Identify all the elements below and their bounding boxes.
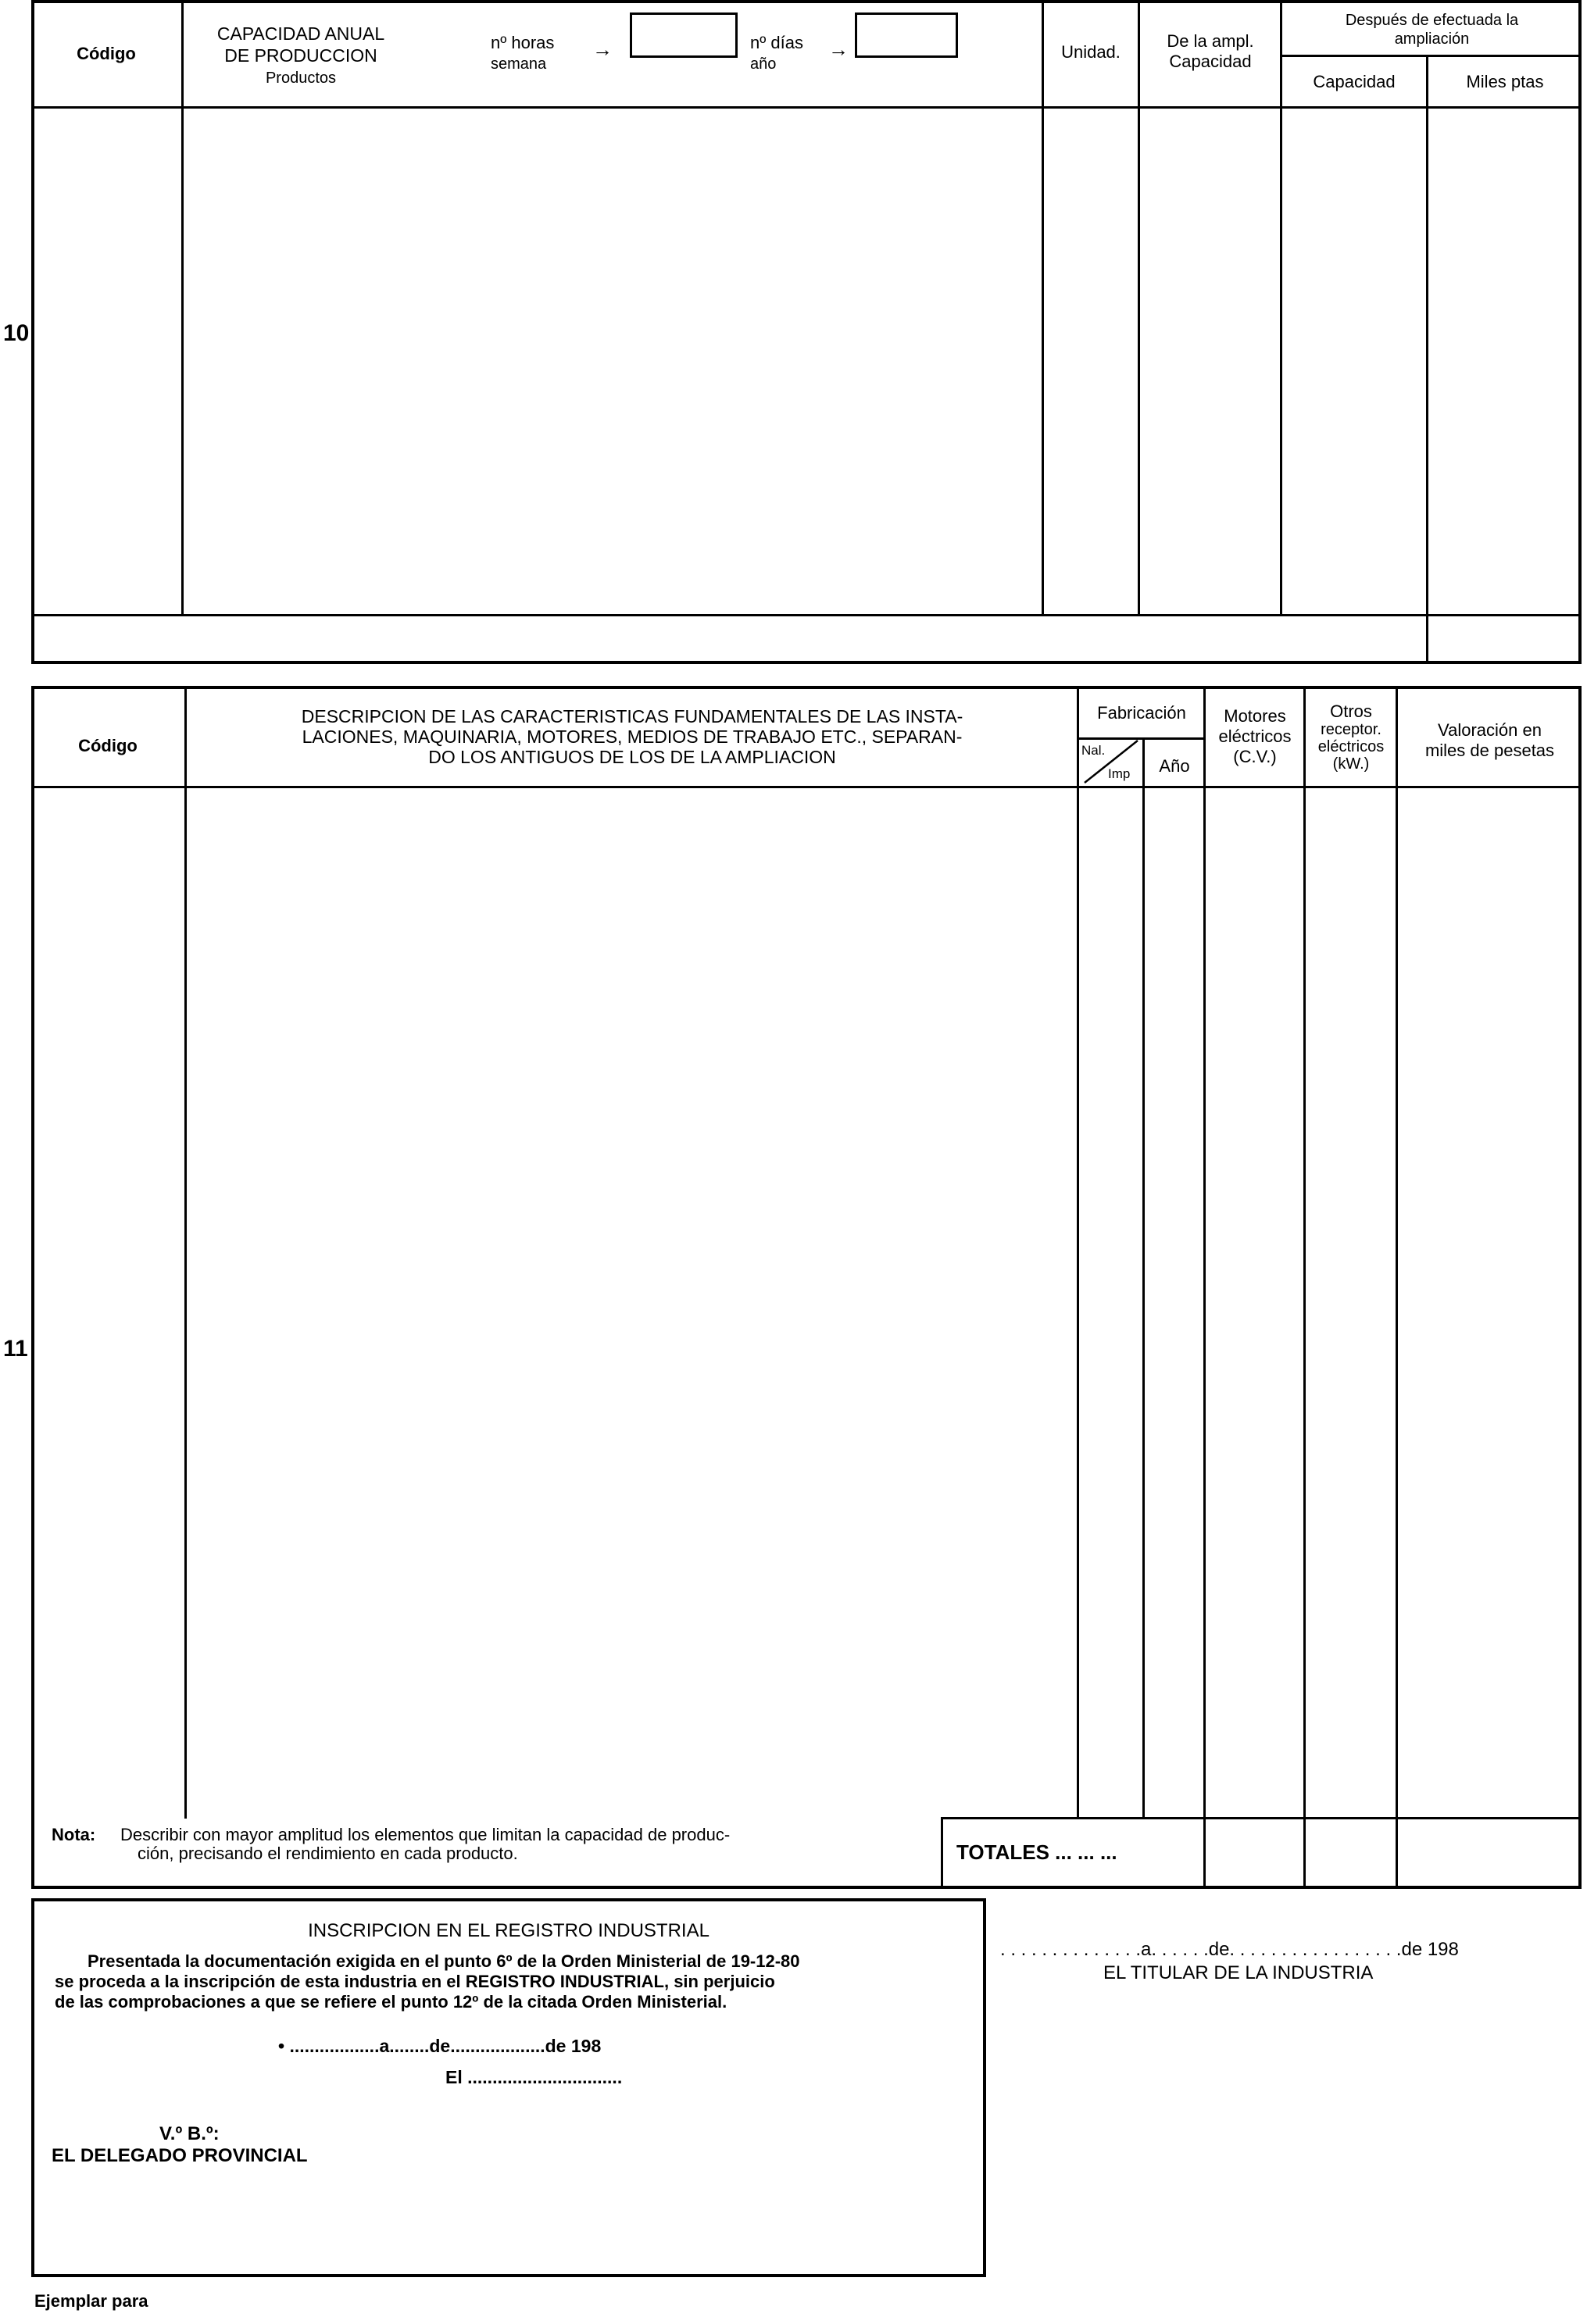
- header-capacidad-anual: CAPACIDAD ANUAL: [216, 23, 385, 44]
- divider: [31, 786, 1582, 788]
- titular-label: EL TITULAR DE LA INDUSTRIA: [1103, 1962, 1374, 1983]
- divider: [1396, 686, 1398, 1889]
- registro-date-line[interactable]: • ..................a........de...................de 198: [278, 2036, 602, 2056]
- header-descripcion-1: DESCRIPCION DE LAS CARACTERISTICAS FUNDAMENTALES DE LAS INSTA-: [301, 706, 963, 726]
- nota-line-2: ción, precisando el rendimiento en cada producto.: [138, 1844, 518, 1863]
- header-otros: Otros: [1330, 701, 1372, 721]
- arrow-icon: →: [592, 37, 613, 61]
- header-miles-pesetas: miles de pesetas: [1424, 741, 1555, 760]
- header-codigo: Código: [77, 44, 136, 63]
- arrow-icon: →: [828, 37, 849, 61]
- header-electricos-otros: eléctricos: [1317, 738, 1385, 755]
- registro-vb: V.º B.º:: [159, 2123, 220, 2144]
- registro-line-3: de las comprobaciones a que se refiere el punto 12º de la citada Orden Ministerial.: [55, 1992, 727, 2012]
- totales-label: TOTALES ... ... ...: [956, 1840, 1117, 1864]
- divider: [184, 686, 187, 1819]
- registro-el-line[interactable]: El ...............................: [445, 2067, 623, 2087]
- horas-input[interactable]: [630, 12, 738, 58]
- divider: [1280, 0, 1282, 616]
- header-codigo-11: Código: [78, 736, 138, 755]
- header-kw: (kW.): [1332, 755, 1370, 773]
- divider: [1281, 55, 1582, 57]
- header-horas: nº horas: [491, 33, 555, 52]
- header-imp: Imp: [1108, 766, 1131, 781]
- divider: [181, 0, 184, 616]
- header-unidad: Unidad.: [1061, 42, 1121, 62]
- section-number-11: 11: [3, 1336, 28, 1362]
- header-de-la-ampl: De la ampl.: [1167, 31, 1254, 51]
- header-ano: año: [750, 55, 777, 73]
- header-dias: nº días: [750, 33, 803, 52]
- nota-label: Nota:: [52, 1825, 96, 1844]
- divider: [941, 1817, 943, 1889]
- nota-line-1: Describir con mayor amplitud los elementos que limitan la capacidad de produc-: [120, 1825, 731, 1844]
- divider: [1142, 737, 1145, 1819]
- header-despues: Después de efectuada la: [1345, 12, 1519, 29]
- divider: [1042, 0, 1044, 616]
- header-nal: Nal.: [1081, 743, 1106, 758]
- divider: [1203, 686, 1206, 1889]
- divider: [1303, 686, 1306, 1889]
- registro-line-1: Presentada la documentación exigida en el punto 6º de la Orden Ministerial de 19-12-80: [88, 1951, 800, 1971]
- header-valoracion: Valoración en: [1438, 720, 1542, 740]
- header-miles-ptas: Miles ptas: [1466, 72, 1544, 91]
- divider: [1426, 55, 1428, 664]
- divider: [1138, 0, 1140, 616]
- header-receptor: receptor.: [1321, 721, 1381, 738]
- header-de-produccion: DE PRODUCCION: [224, 45, 377, 66]
- header-ampliacion: ampliación: [1394, 30, 1470, 48]
- section-number-10: 10: [3, 320, 30, 346]
- registro-title: INSCRIPCION EN EL REGISTRO INDUSTRIAL: [308, 1920, 710, 1941]
- header-semana: semana: [491, 55, 547, 73]
- header-capacidad-ampl: Capacidad: [1169, 52, 1252, 71]
- header-electricos: eléctricos: [1218, 726, 1292, 746]
- titular-date-line[interactable]: . . . . . . . . . . . . . .a. . . . . .de. . . . . . . . . . . . . . . . .de 198: [1000, 1939, 1459, 1960]
- registro-delegado: EL DELEGADO PROVINCIAL: [52, 2145, 308, 2166]
- section-10-table: [31, 0, 1582, 664]
- header-productos: Productos: [265, 70, 337, 87]
- header-fabricacion: Fabricación: [1097, 703, 1186, 723]
- header-cv: (C.V.): [1233, 747, 1277, 766]
- header-descripcion-2: LACIONES, MAQUINARIA, MOTORES, MEDIOS DE TRABAJO ETC., SEPARAN-: [302, 726, 963, 747]
- divider: [31, 614, 1582, 616]
- section-11-table: [31, 686, 1582, 1889]
- registro-line-2: se proceda a la inscripción de esta industria en el REGISTRO INDUSTRIAL, sin perjuicio: [55, 1972, 775, 1991]
- dias-input[interactable]: [855, 12, 958, 58]
- ejemplar-para: Ejemplar para: [34, 2291, 148, 2311]
- header-motores: Motores: [1224, 706, 1286, 726]
- divider: [941, 1817, 1582, 1819]
- header-ano-11: Año: [1159, 756, 1190, 776]
- header-descripcion-3: DO LOS ANTIGUOS DE LOS DE LA AMPLIACION: [428, 747, 836, 767]
- divider: [1077, 686, 1079, 1819]
- divider: [31, 106, 1582, 109]
- header-capacidad: Capacidad: [1313, 72, 1396, 91]
